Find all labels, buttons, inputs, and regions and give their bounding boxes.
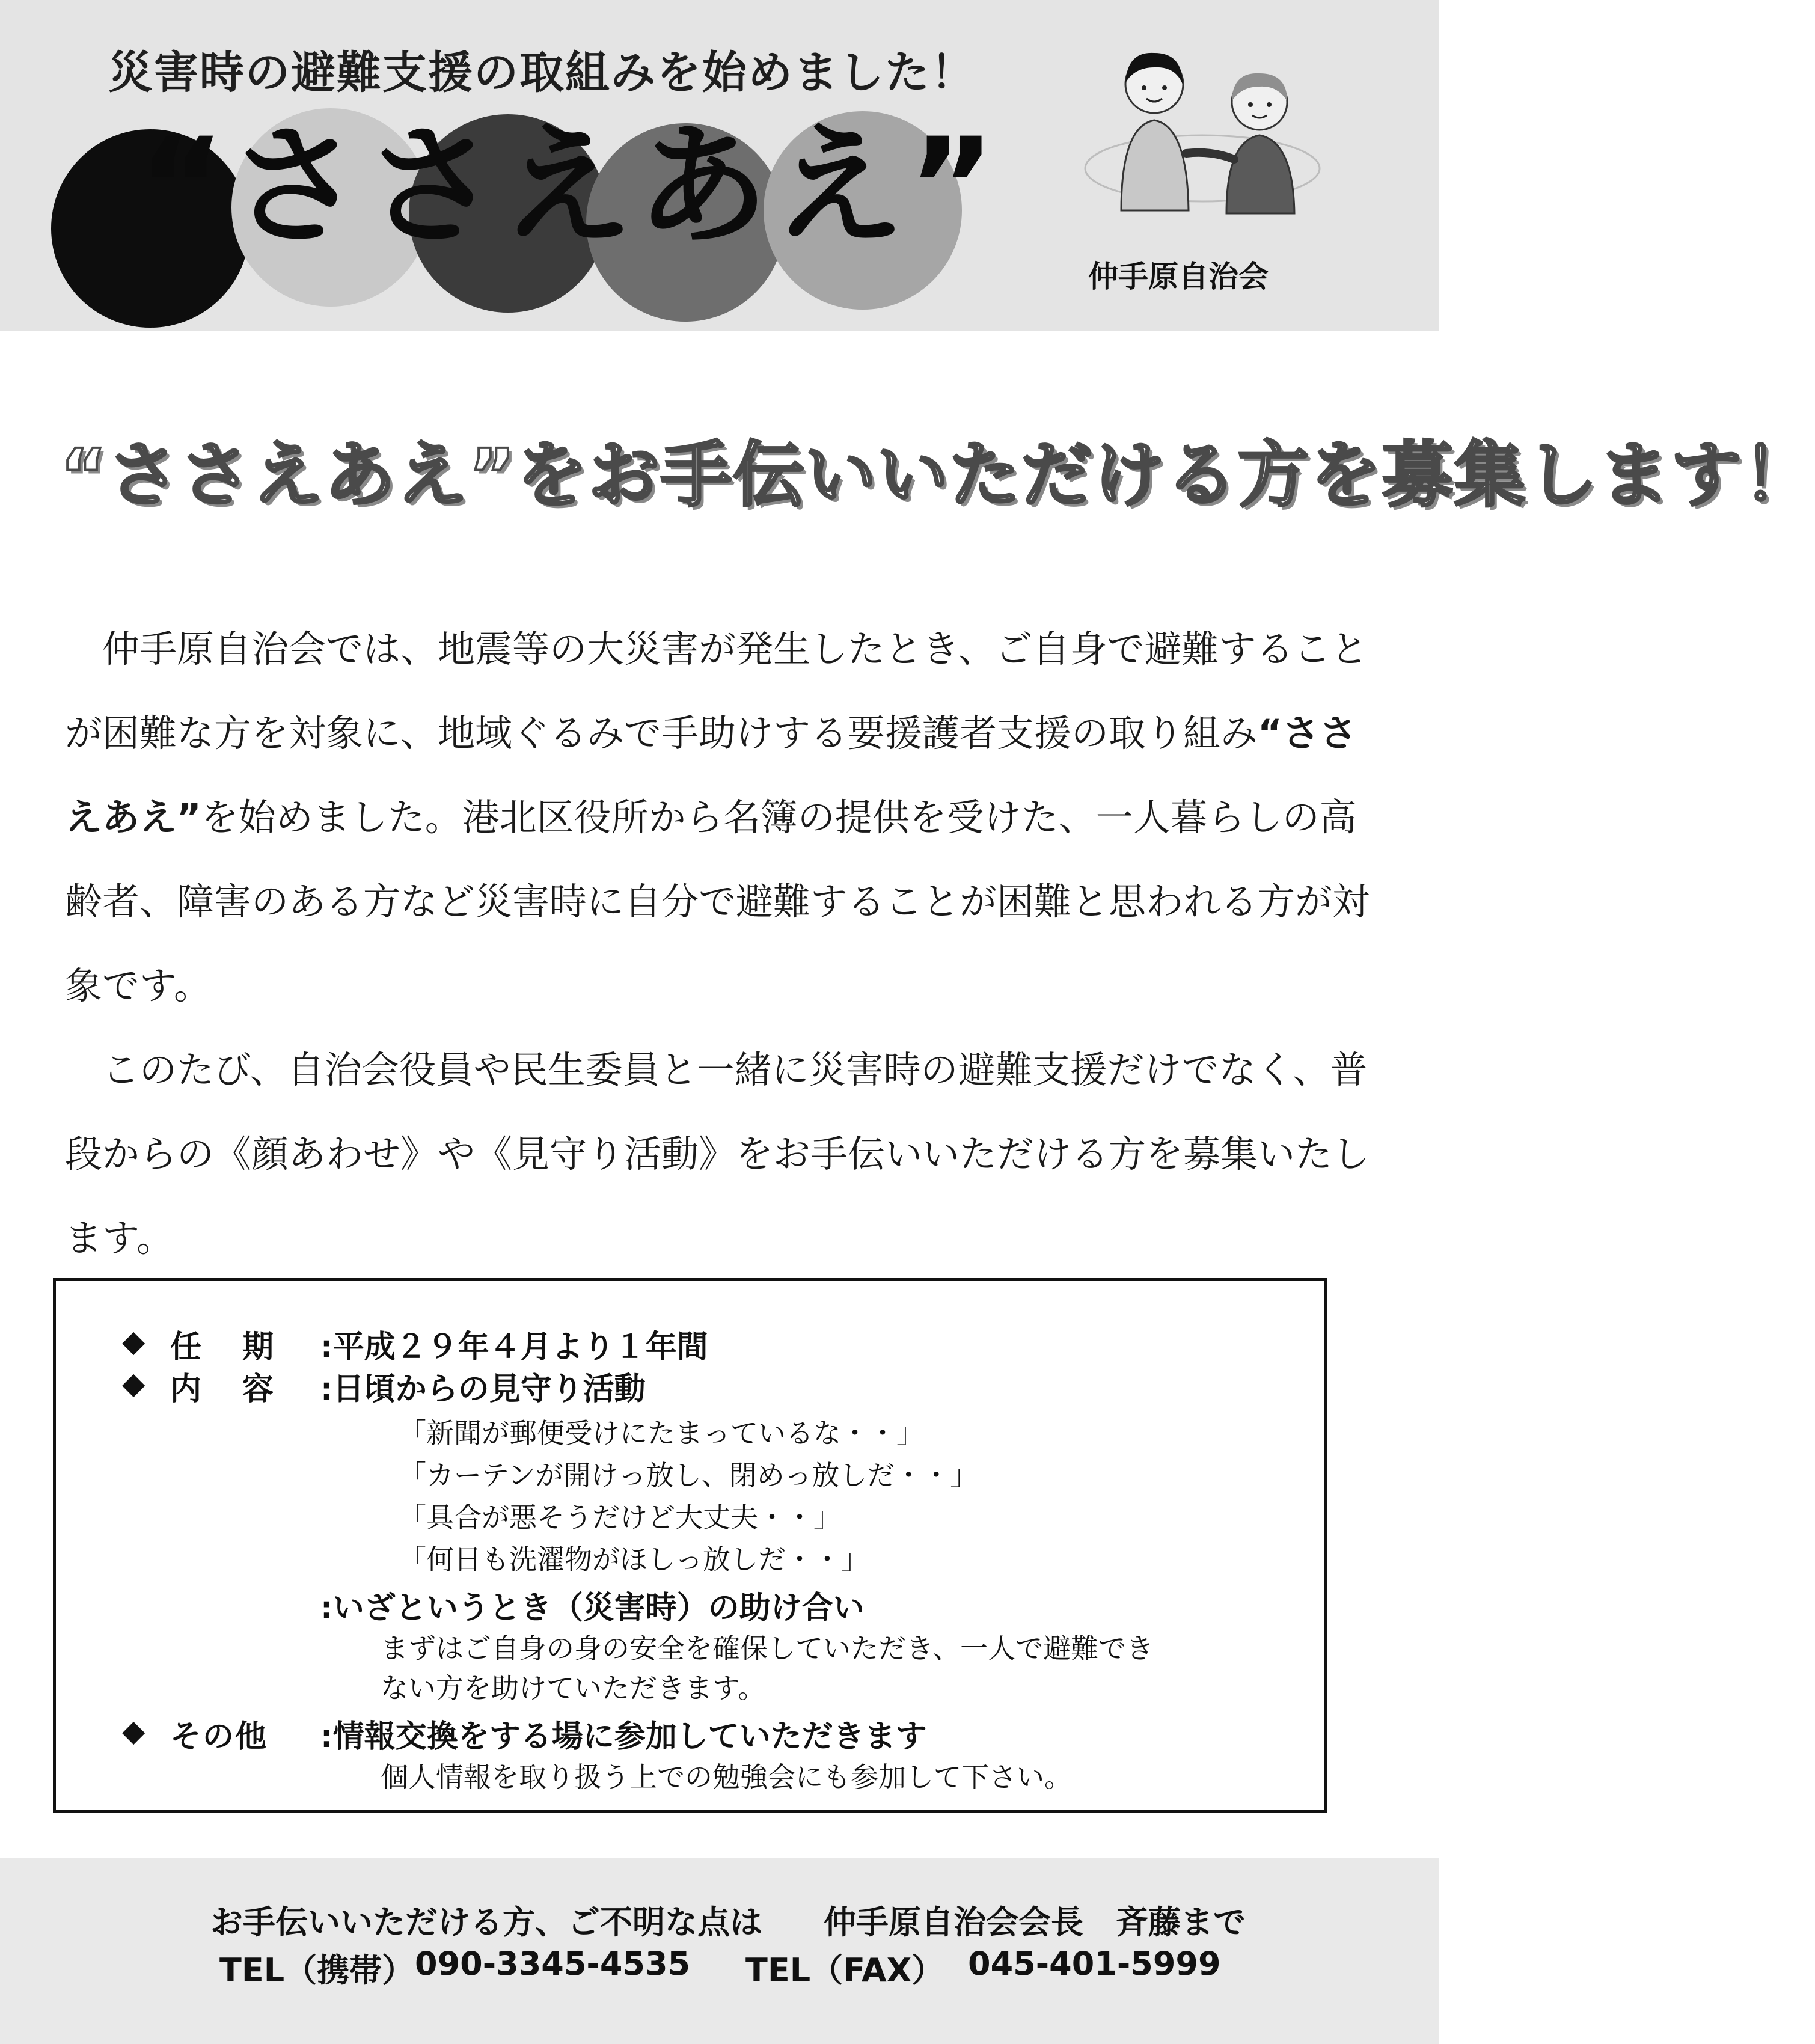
other-note: 個人情報を取り扱う上での勉強会にも参加して下さい。 (381, 1761, 1072, 1793)
term-value: :平成２９年４月より１年間 (320, 1329, 708, 1365)
header-title: “ささえあえ” (138, 109, 999, 263)
content-value: :日頃からの見守り活動 (320, 1371, 646, 1407)
example-quote: 「カーテンが開けっ放し、閉めっ放しだ・・」 (399, 1459, 978, 1492)
example-quote: 「新聞が郵便受けにたまっているな・・」 (399, 1417, 924, 1449)
contact-person: 仲手原自治会会長 斉藤まで (824, 1903, 1246, 1941)
content-label: 内 容 (170, 1371, 279, 1407)
example-quote: 「何日も洗濯物がほしっ放しだ・・」 (399, 1543, 869, 1576)
footer-band (0, 1858, 1439, 2044)
paragraph-recruit: このたび、自治会役員や民生委員と一緒に災害時の避難支援だけでなく、普段からの《顔あわせ》や《見守り活動》をお手伝いいただける方を募集いたします。 (65, 1048, 1370, 1260)
tel-fax-label: TEL（FAX） (745, 1951, 944, 1989)
organization-name: 仲手原自治会 (1088, 259, 1269, 294)
paragraph-intro-bold: “ささえあえ” (65, 711, 1357, 839)
paragraph-intro-rest: を始めました。港北区役所から名簿の提供を受けた、一人暮らしの高齢者、障害のある方など災害時に自分で避難することが困難と思われる方が対象です。 (65, 795, 1370, 1008)
diamond-bullet-icon: ◆ (122, 1366, 145, 1401)
contact-intro: お手伝いいただける方、ご不明な点は (210, 1903, 762, 1941)
paragraph-intro (65, 607, 1376, 1028)
diamond-bullet-icon: ◆ (122, 1713, 145, 1748)
example-quote: 「具合が悪そうだけど大丈夫・・」 (399, 1501, 841, 1534)
emergency-value: :いざというとき（災害時）の助け合い (320, 1590, 865, 1626)
header-tagline: 災害時の避難支援の取組みを始めました！ (108, 47, 976, 99)
body-text (65, 607, 1376, 1281)
tel-mobile-number: 090-3345-4535 (415, 1945, 691, 1983)
recruit-headline: “ささえあえ”をお手伝いいただける方を募集します！ (60, 433, 1815, 516)
tel-fax-number: 045-401-5999 (968, 1945, 1221, 1983)
other-label: その他 (170, 1719, 268, 1755)
emergency-note: ない方を助けていただきます。 (381, 1672, 766, 1704)
emergency-note: まずはご自身の身の安全を確保していただき、一人で避難でき (381, 1632, 1154, 1665)
diamond-bullet-icon: ◆ (122, 1324, 145, 1359)
paragraph-intro-text: 仲手原自治会では、地震等の大災害が発生したとき、ご自身で避難することが困難な方を対象に、地域ぐるみで手助けする要援護者支援の取り組み (65, 627, 1368, 755)
info-box (53, 1278, 1327, 1813)
caregiver-illustration (1079, 36, 1326, 216)
term-label: 任 期 (170, 1329, 279, 1365)
tel-mobile-label: TEL（携帯） (219, 1951, 415, 1989)
other-value: :情報交換をする場に参加していただきます (320, 1719, 927, 1755)
